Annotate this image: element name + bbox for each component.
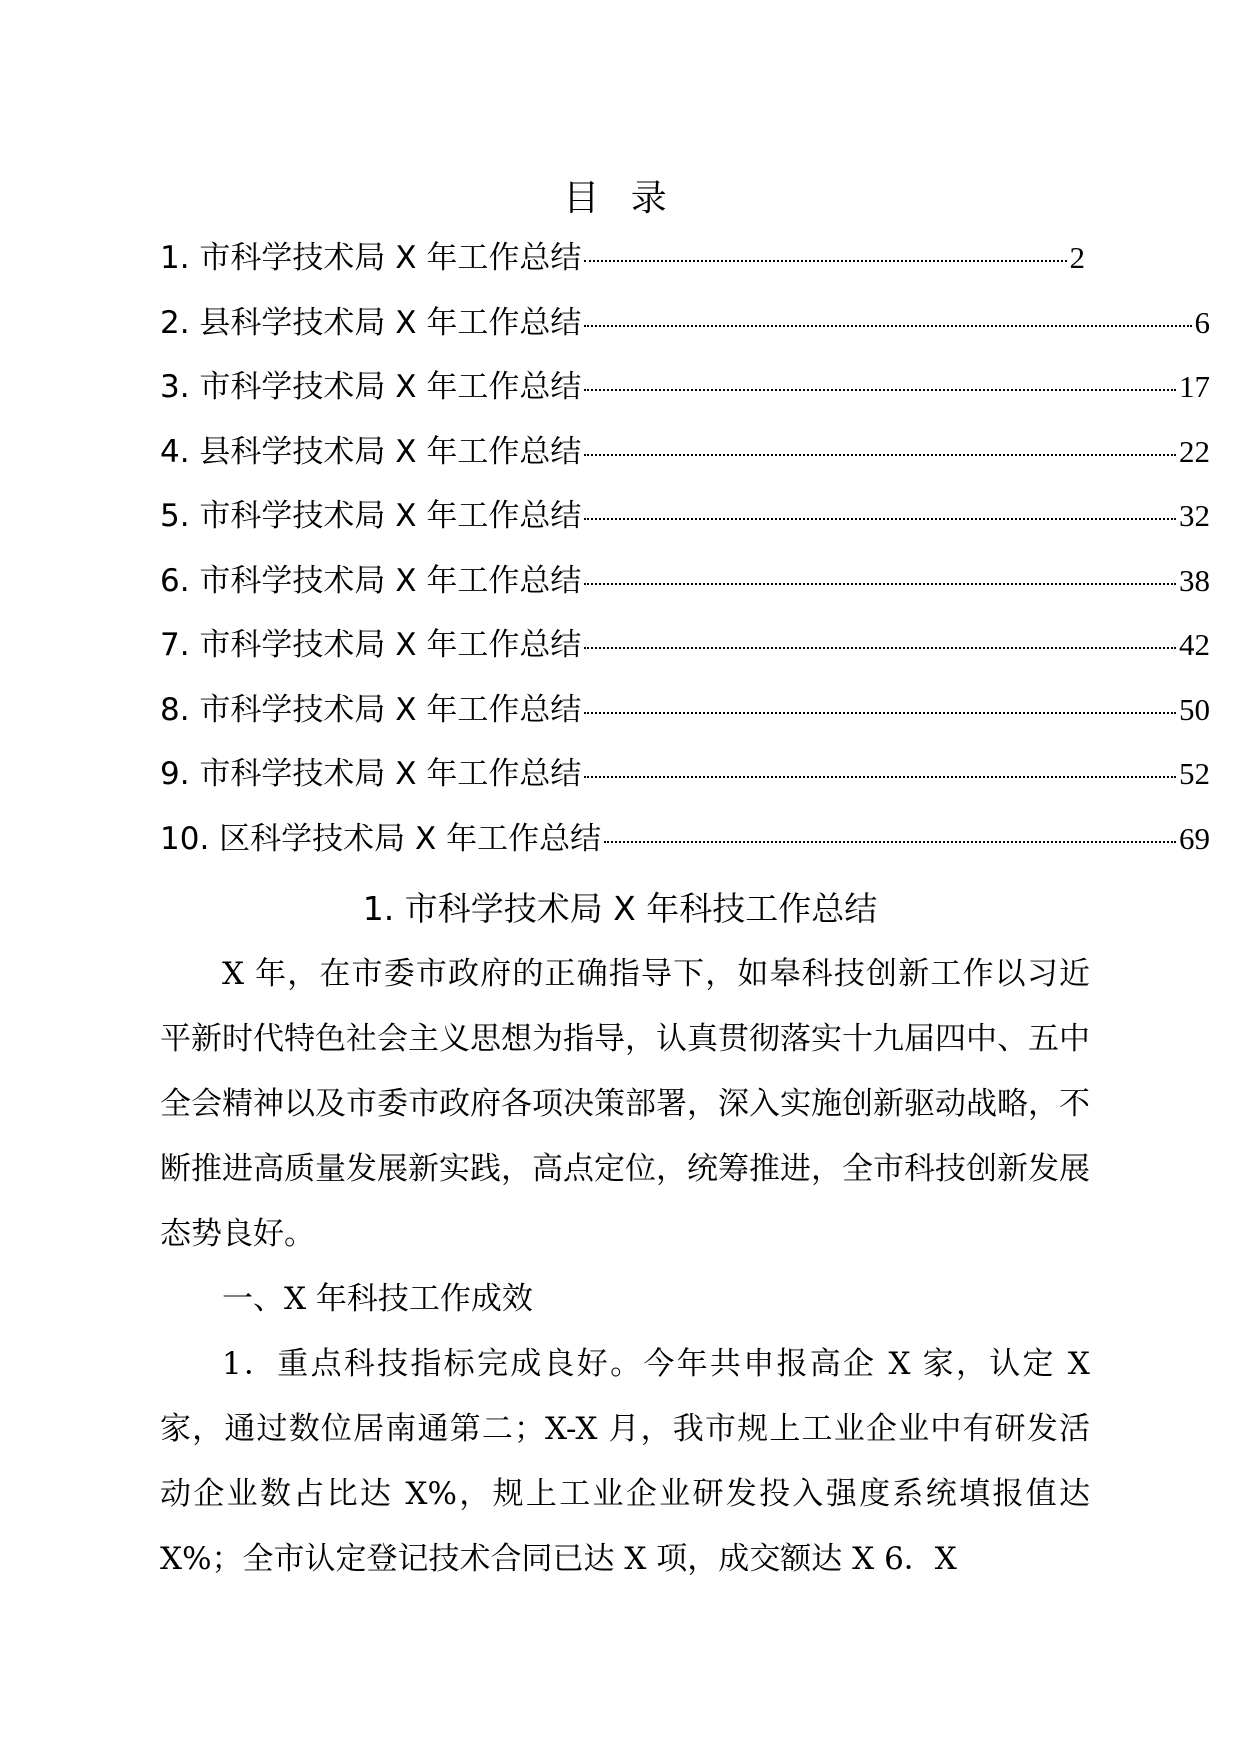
toc-entry-page: 52	[1179, 756, 1210, 791]
toc-entry[interactable]	[160, 690, 1210, 755]
section-heading: 一、X 年科技工作成效	[222, 1281, 533, 1317]
toc-entry-label: 1. 市科学技术局 X 年工作总结	[160, 240, 582, 276]
toc-entry-page: 32	[1179, 498, 1210, 533]
toc-entry-page: 69	[1179, 820, 1210, 856]
toc-leader-dots	[584, 712, 1176, 714]
toc-entry-label: 8. 市科学技术局 X 年工作总结	[160, 691, 582, 728]
document-body	[160, 942, 1090, 1592]
toc-title: 目 录	[563, 178, 677, 219]
toc-leader-dots	[604, 841, 1176, 843]
toc-entry[interactable]	[160, 238, 1085, 303]
toc-entry[interactable]	[160, 561, 1210, 626]
toc-entry[interactable]	[160, 819, 1210, 884]
toc-entry-page: 17	[1179, 369, 1210, 404]
toc-entry-label: 6. 市科学技术局 X 年工作总结	[160, 562, 582, 599]
toc-entry[interactable]	[160, 754, 1210, 819]
toc-entry[interactable]	[160, 625, 1210, 690]
toc-leader-dots	[584, 647, 1176, 649]
toc-entry[interactable]	[160, 367, 1210, 432]
toc-entry-page: 42	[1179, 627, 1210, 662]
intro-paragraph: X 年，在市委市政府的正确指导下，如皋科技创新工作以习近平新时代特色社会主义思想为指导，认真贯彻落实十九届四中、五中全会精神以及市委市政府各项决策部署，深入实施创新驱动战略，不断推进高质量发展新实践，高点定位，统筹推进，全市科技创新发展态势良好。	[160, 956, 1090, 1252]
toc-entry[interactable]	[160, 303, 1210, 368]
toc-leader-dots	[584, 389, 1176, 391]
toc-leader-dots	[584, 518, 1176, 520]
toc-entry-label: 4. 县科学技术局 X 年工作总结	[160, 433, 582, 470]
toc-entry-label: 10. 区科学技术局 X 年工作总结	[160, 820, 602, 857]
toc-entry-page: 22	[1179, 433, 1210, 469]
toc-entry-label: 7. 市科学技术局 X 年工作总结	[160, 627, 582, 663]
toc-entry-label: 3. 市科学技术局 X 年工作总结	[160, 369, 582, 405]
item-paragraph: 1．重点科技指标完成良好。今年共申报高企 X 家，认定 X 家，通过数位居南通第二；X-X 月，我市规上工业企业中有研发活动企业数占比达 X%，规上工业企业研发投入强度系统填报值达 X%；全市认定登记技术合同已达 X 项，成交额达 X 6．X	[160, 1346, 1090, 1577]
toc-entry-page: 50	[1179, 691, 1210, 727]
toc-entry-label: 2. 县科学技术局 X 年工作总结	[160, 304, 582, 341]
table-of-contents	[160, 238, 1210, 883]
toc-leader-dots	[584, 583, 1176, 585]
toc-leader-dots	[584, 776, 1176, 778]
toc-entry[interactable]	[160, 496, 1210, 561]
toc-entry-page: 6	[1194, 304, 1210, 340]
toc-leader-dots	[584, 454, 1176, 456]
toc-leader-dots	[584, 260, 1066, 262]
document-heading: 1. 市科学技术局 X 年科技工作总结	[362, 889, 878, 928]
toc-entry-label: 5. 市科学技术局 X 年工作总结	[160, 498, 582, 534]
toc-entry-page: 2	[1069, 240, 1085, 275]
toc-entry-page: 38	[1179, 562, 1210, 598]
toc-entry-label: 9. 市科学技术局 X 年工作总结	[160, 756, 582, 792]
toc-entry[interactable]	[160, 432, 1210, 497]
toc-leader-dots	[584, 325, 1191, 327]
